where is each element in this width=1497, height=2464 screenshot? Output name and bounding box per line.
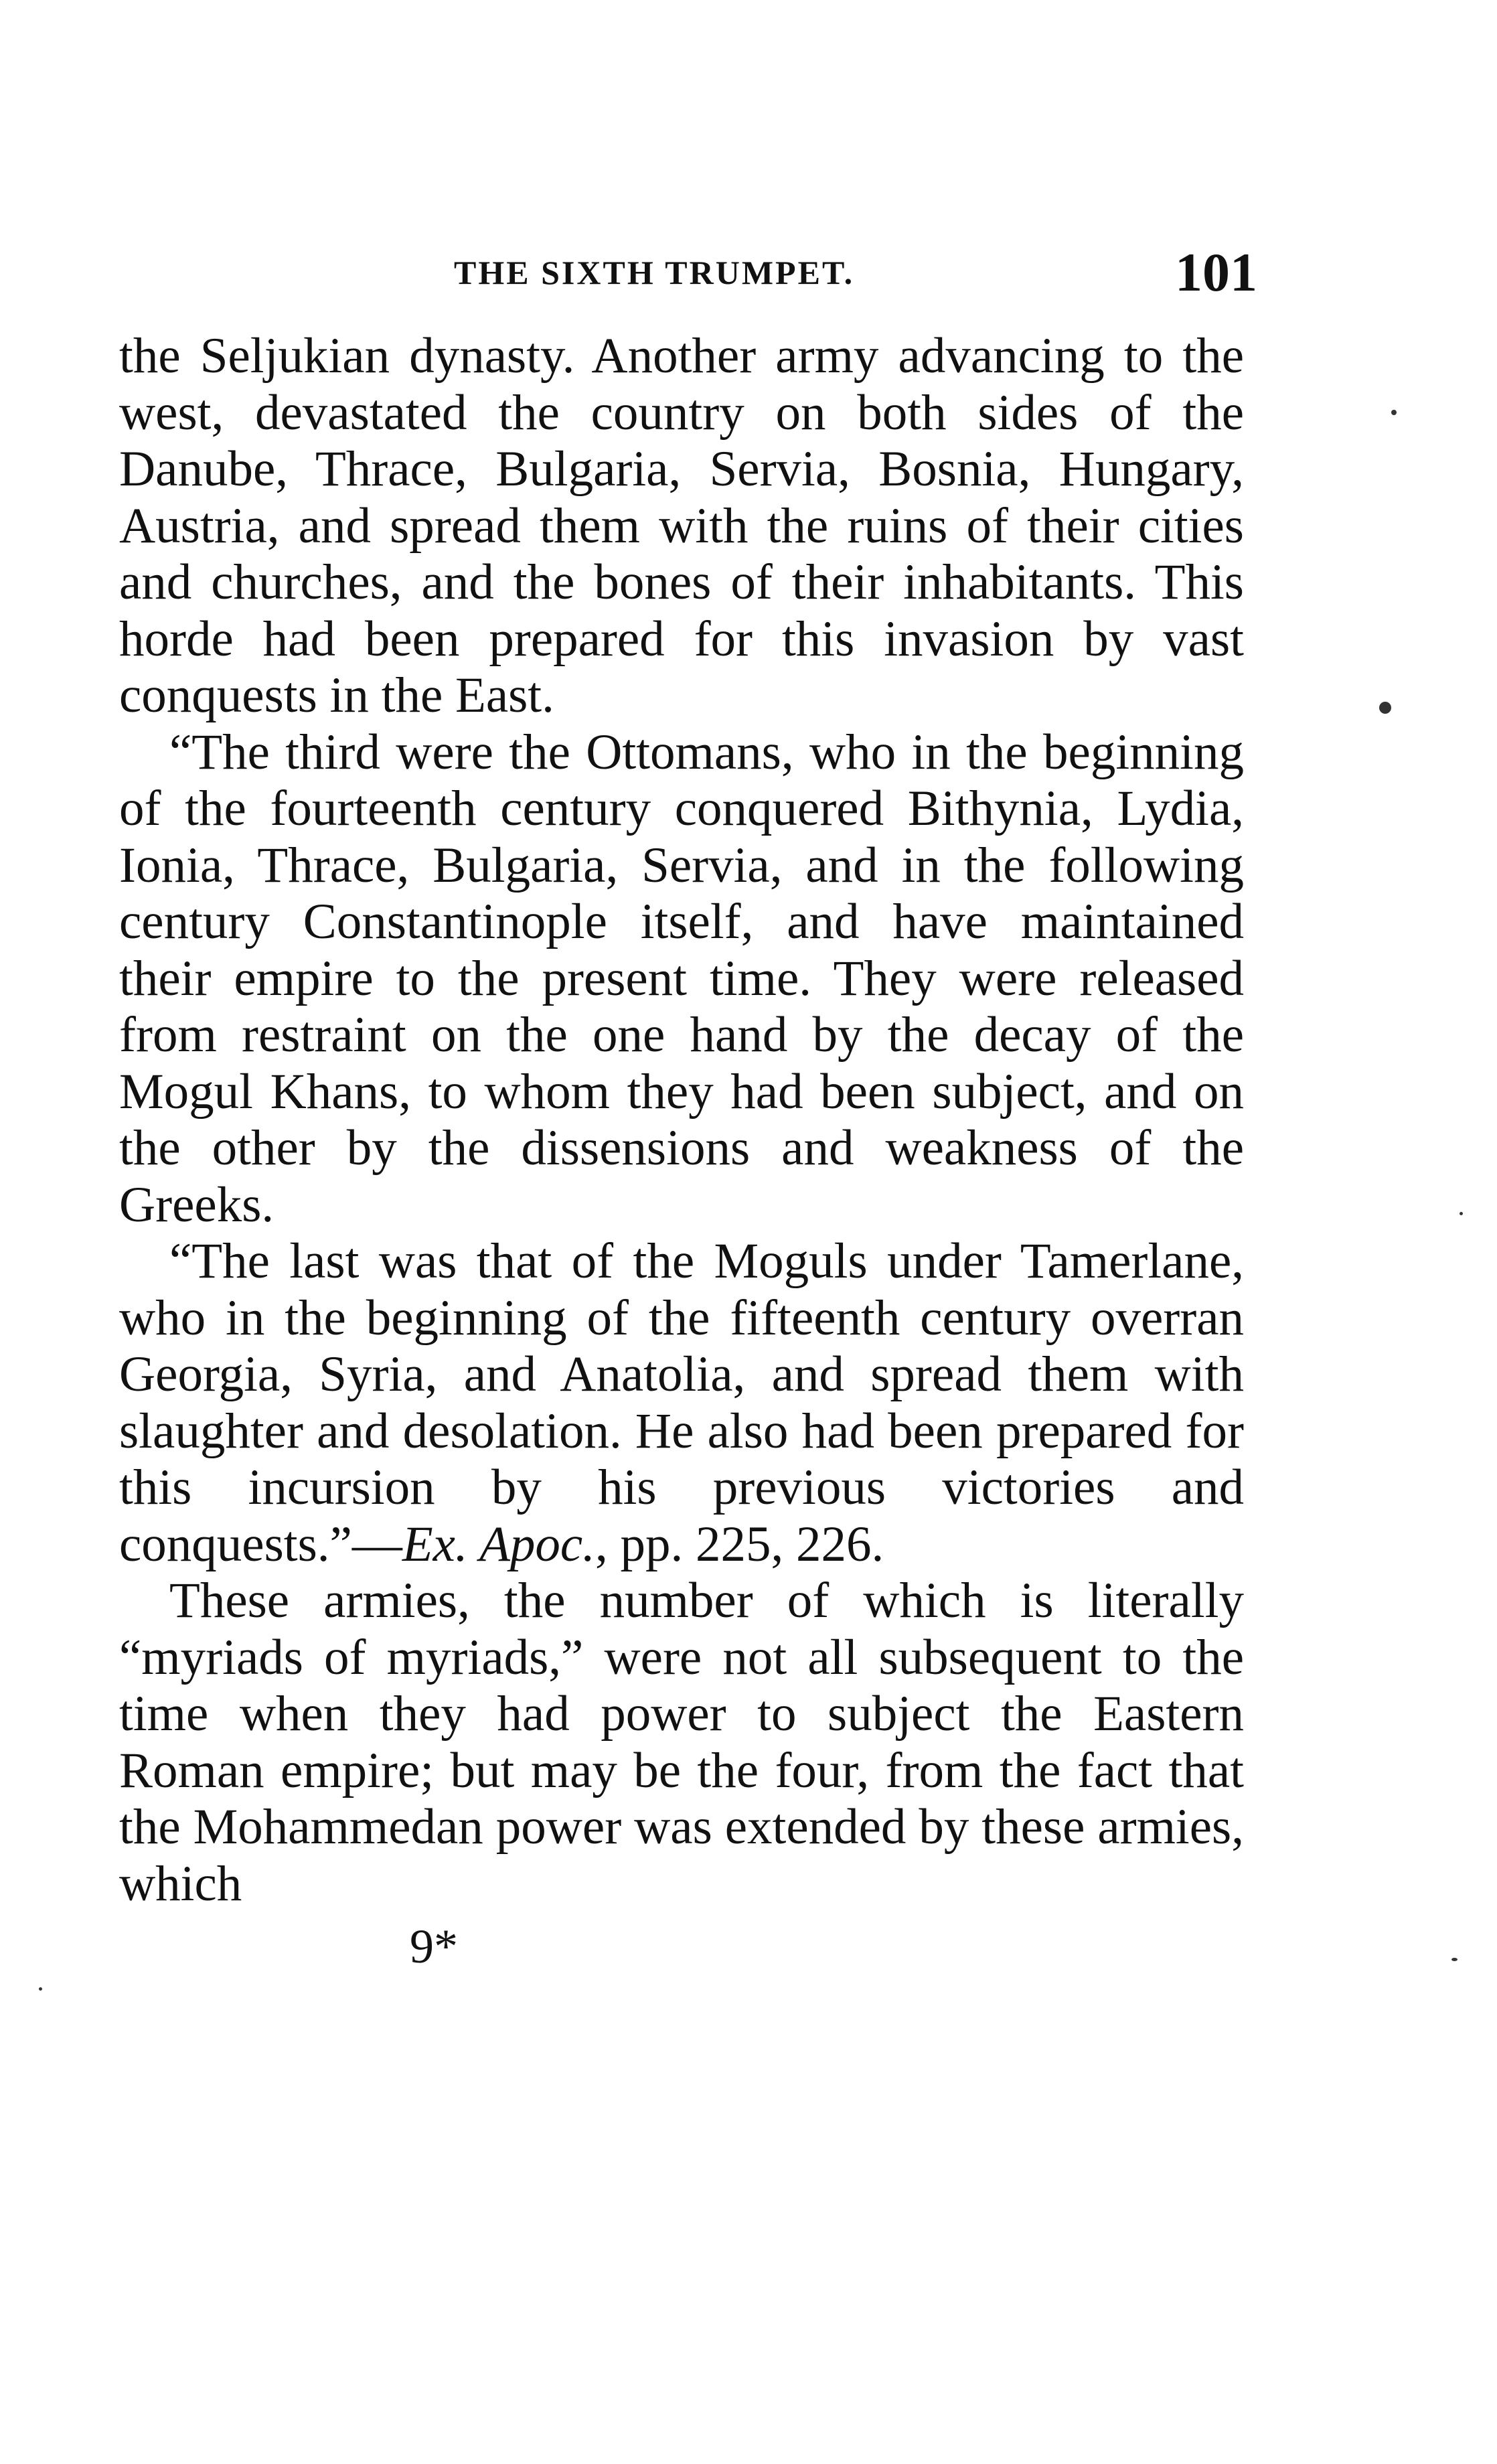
running-title: THE SIXTH TRUMPET. — [454, 254, 855, 291]
signature-mark: 9* — [410, 1920, 458, 1973]
book-page — [119, 241, 1257, 1975]
paragraph-3-text: “The last was that of the Moguls under Tamerlane, who in the beginning of the fifteenth century overran Georgia, Syria, and Anatolia, and spread them with slaughter and desolation. He also had been prepared for this incursion by his previous victories and conquests.”— — [119, 1233, 1244, 1572]
paragraph-3 — [119, 1233, 1244, 1573]
paragraph-2: “The third were the Ottomans, who in the beginning of the fourteenth century conquered Bithynia, Lydia, Ionia, Thrace, Bulgaria, Servia, and in the following century Constantinople itself, and have maintained their empire to the present time. They were released from restraint on the one hand by the decay of the Mogul Khans, to whom they had been subject, and on the other by the dissensions and weakness of the Greeks. — [119, 724, 1244, 1233]
paragraph-1: the Seljukian dynasty. Another army advancing to the west, devastated the country on both sides of the Danube, Thrace, Bulgaria, Servia, Bosnia, Hungary, Austria, and spread them with the ruins of their cities and churches, and the bones of their inhabitants. This horde had been prepared for this invasion by vast conquests in the East. — [119, 328, 1244, 723]
citation-pages: , pp. 225, 226. — [595, 1516, 884, 1572]
print-speck — [1460, 1212, 1463, 1215]
body-text — [119, 328, 1244, 1912]
running-head — [119, 241, 1257, 315]
citation-source: Ex. Apoc. — [402, 1516, 595, 1572]
print-speck — [1391, 410, 1397, 415]
page-number: 101 — [1175, 242, 1257, 303]
print-speck — [1451, 1958, 1457, 1961]
print-speck — [1379, 702, 1391, 714]
print-speck — [39, 1987, 42, 1991]
paragraph-4: These armies, the number of which is literally “myriads of myriads,” were not all subsequent to the time when they had power to subject the Eastern Roman empire; but may be the four, from the fact that the Mohammedan power was extended by these armies, which — [119, 1573, 1244, 1912]
